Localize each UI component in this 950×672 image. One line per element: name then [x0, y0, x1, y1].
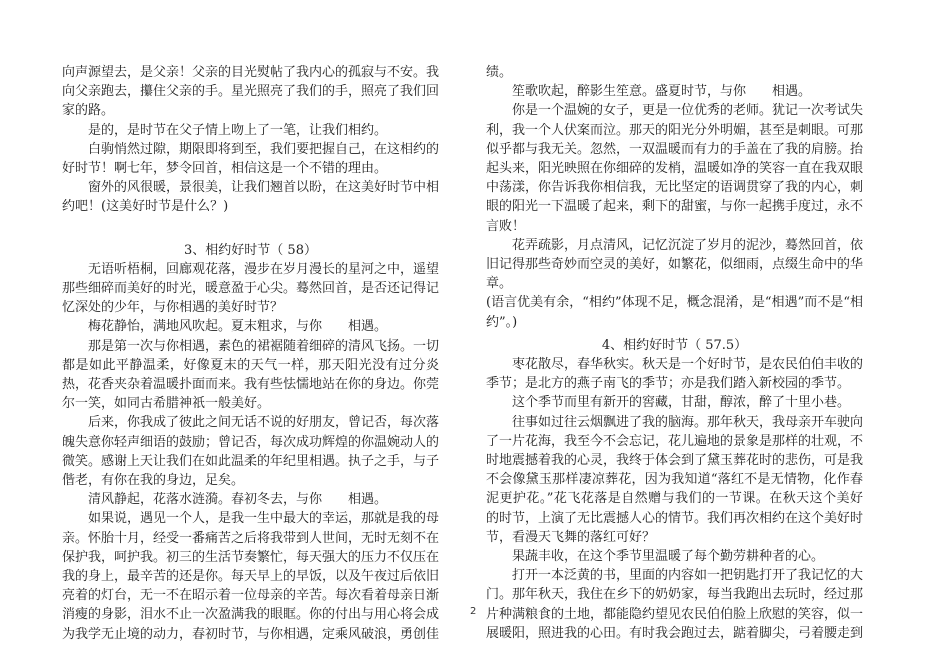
paragraph: 无语听梧桐，回廊观花落，漫步在岁月漫长的星河之中，遥望那些细碎而美好的时光，暖意盈于心尖。蓦然回首，是否还记得记忆深处的少年，与你相遇的美好时节？	[62, 261, 440, 316]
paragraph: 那是第一次与你相遇，素色的裙裾随着细碎的清风飞扬。一切都是如此平静温柔，好像夏末的天气一样，那天阳光没有过分炎热，花香夹杂着温暖扑面而来。我有些怯懦地站在你的身边。你莞尔一笑，如同古希腊神祇一般美好。	[62, 338, 440, 412]
paragraph: 果蔬丰收，在这个季节里温暖了每个勤劳耕种者的心。	[512, 549, 825, 565]
right-column	[486, 63, 863, 643]
paragraph: 向声源望去，是父亲！父亲的目光熨帖了我内心的孤寂与不安。我向父亲跑去，攥住父亲的手。星光照亮了我们的手，照亮了我们回家的路。	[62, 65, 440, 119]
paragraph: 往事如过往云烟飘进了我的脑海。那年秋天，我母亲开车驶向了一片花海，我至今不会忘记，花儿遍地的景象是那样的壮观，不时地震撼着我的心灵，我终于体会到了黛玉葬花时的悲伤，可是我不会像黛玉那样凄凉葬花，因为我知道“落红不是无情物，化作春泥更护花。”花飞花落是自然赠与我们的一节课。在秋天这个美好的时节，上演了无比震撼人心的情节。我们再次相约在这个美好时节，看漫天飞舞的落红可好？	[486, 414, 864, 545]
paragraph: 白驹悄然过隙，期限即将到至，我们要把握自己，在这相约的好时节！啊七年，梦令回首，相信这是一个不错的理由。	[62, 141, 440, 177]
section-title: 4、相约好时节（ 57.5）	[601, 337, 748, 353]
paragraph: 后来，你我成了彼此之间无话不说的好朋友，曾记否，每次落魄失意你轻声细语的鼓励；曾记否，每次成功辉煌的你温婉动人的微笑。感谢上天让我们在如此温柔的年纪里相遇。执子之手，与子偕老，有你在我的身边，足矣。	[62, 415, 440, 489]
paragraph: 打开一本泛黄的书，里面的内容如一把钥匙打开了我记忆的大门。那年秋天，我住在乡下的奶奶家，每当我跑出去玩时，经过那片种满粮食的土地，都能隐约望见农民伯伯脸上欣慰的笑容，似一展暖阳，照进我的心田。有时我会跑过去，踮着脚尖，弓着腰走到	[486, 568, 864, 641]
paragraph: 笙歌吹起，醉影生笙意。盛夏时节，与你 相遇。	[512, 84, 812, 100]
paragraph: 这个季节而里有新开的窖藏，甘甜，醇浓，醉了十里小巷。	[512, 395, 851, 411]
paragraph: 窗外的风很暖，景很美，让我们翘首以盼，在这美好时节中相约吧！(这美好时节是什么？)	[62, 180, 440, 215]
page-number: 2	[470, 606, 477, 617]
section-title: 3、相约好时节（ 58）	[184, 242, 317, 258]
paragraph: 花弄疏影，月点清风，记忆沉淀了岁月的泥沙，蓦然回首，依旧记得那些奇妙而空灵的美好，如繁花，似细雨，点缀生命中的华章。	[486, 237, 864, 292]
left-column	[62, 63, 439, 644]
paragraph: 是的，是时节在父子情上吻上了一笔，让我们相约。	[88, 122, 388, 138]
paragraph: 如果说，遇见一个人，是我一生中最大的幸运，那就是我的母亲。怀胎十月，经受一番痛苦之后将我带到人世间，无时无刻不在保护我，呵护我。初三的生活节奏繁忙，每天强大的压力不仅压在我的身上，最辛苦的还是你。每天早上的早饭，以及午夜过后依旧亮着的灯台，无一不在昭示着一位母亲的辛苦。每次看着母亲日渐消瘦的身影，泪水不止一次盈满我的眼眶。你的付出与用心将会成为我学无止境的动力，春初时节，与你相遇，定乘风破浪，勇创佳	[62, 511, 440, 642]
paragraph: 清风静起，花落水涟漪。春初冬去，与你 相遇。	[88, 492, 388, 508]
paragraph: 枣花散尽，春华秋实。秋天是一个好时节，是农民伯伯丰收的季节；是北方的燕子南飞的季节；亦是我们踏入新校园的季节。	[486, 357, 864, 392]
teacher-comment: (语言优美有余，“相约”体现不足，概念混淆，是“相遇”而不是“相约”。)	[486, 295, 863, 330]
paragraph: 绩。	[486, 65, 513, 80]
paragraph: 你是一个温婉的女子，更是一位优秀的老师。犹记一次考试失利，我一个人伏案而泣。那天的阳光分外明媚，甚至是刺眼。可那似乎都与我无关。忽然，一双温暖而有力的手盖在了我的肩膀。抬起头来，阳光映照在你细碎的发梢，温暖如净的笑容一直在我双眼中荡漾，你告诉我你相信我，无比坚定的语调贯穿了我的内心，刺眼的阳光一下温暖了起来，剩下的甜蜜，与你一起携手度过，永不言败！	[486, 103, 864, 234]
paragraph: 梅花静怡，满地风吹起。夏末粗求，与你 相遇。	[88, 319, 388, 335]
